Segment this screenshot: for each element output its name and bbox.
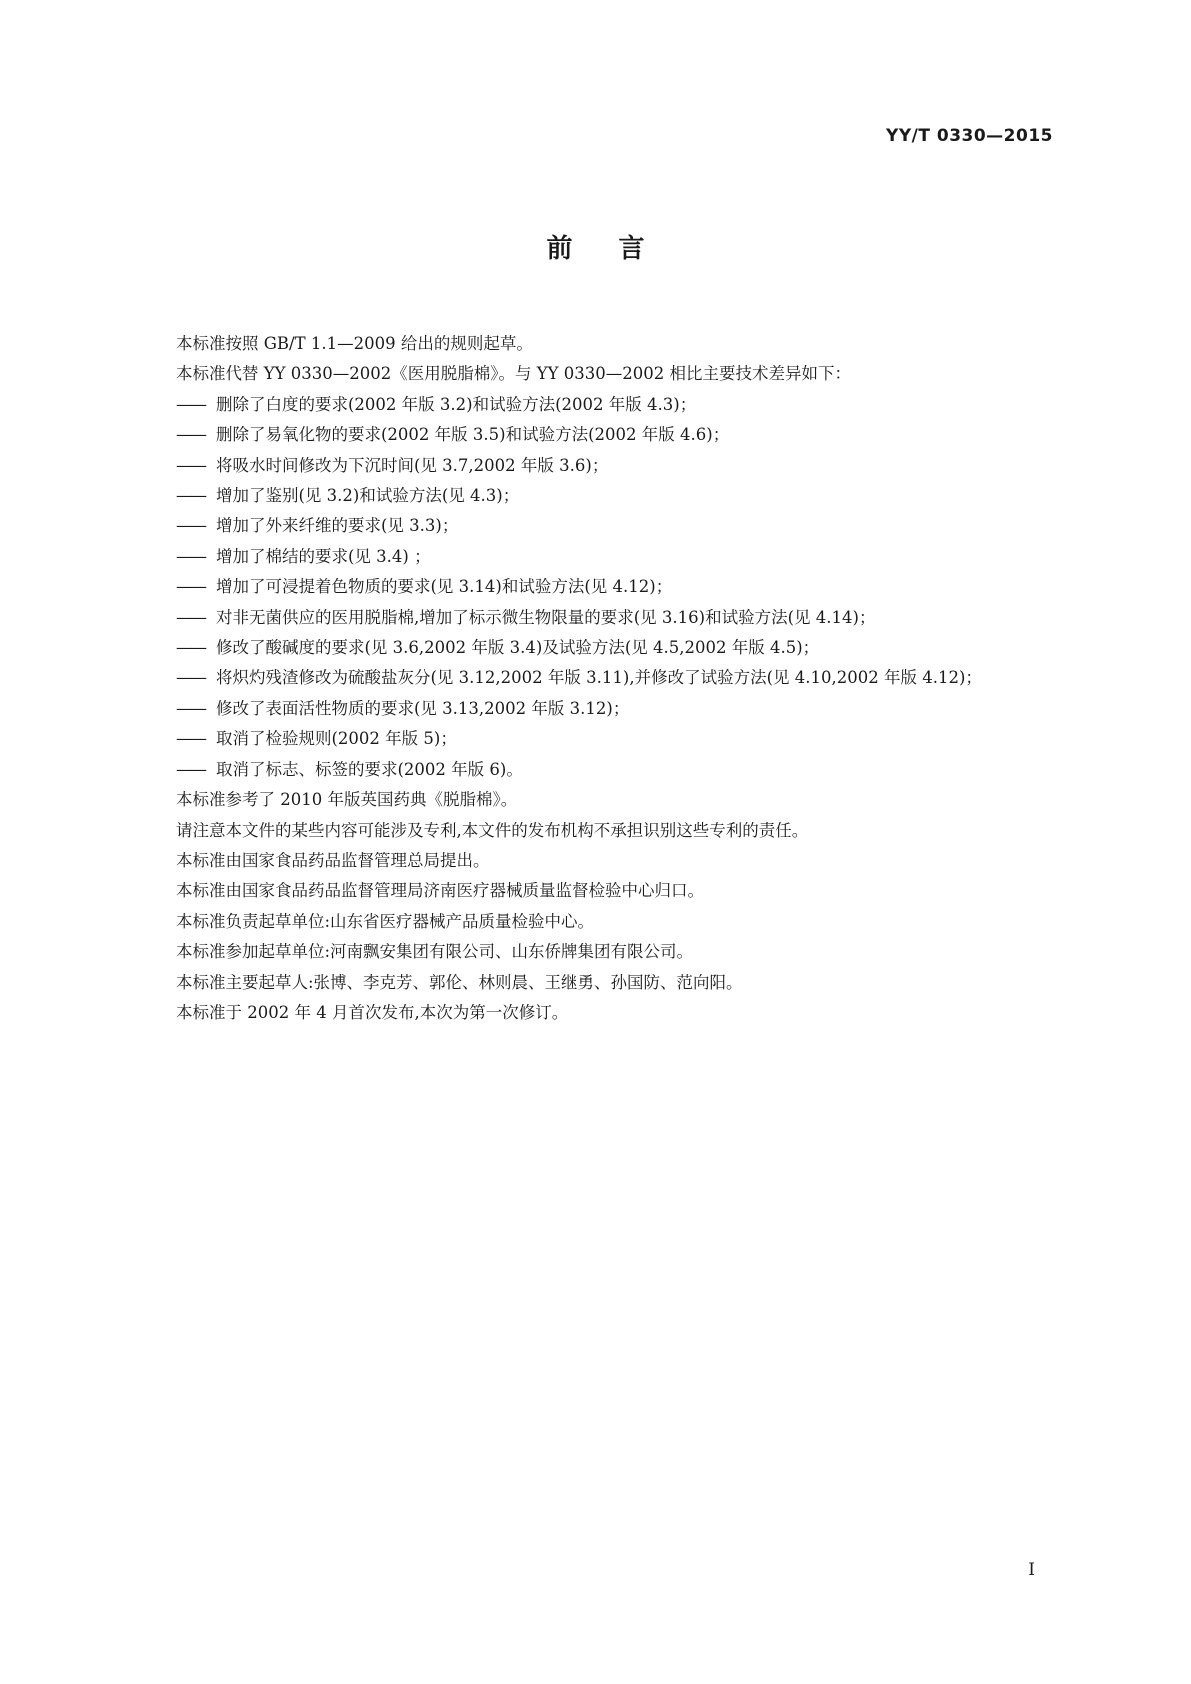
change-item: —— 修改了表面活性物质的要求(见 3.13,2002 年版 3.12)； <box>176 694 1056 724</box>
standard-code: YY/T 0330—2015 <box>886 126 1053 146</box>
change-item: —— 增加了外来纤维的要求(见 3.3)； <box>176 511 1056 541</box>
dash-marker: —— <box>176 546 205 566</box>
change-item: —— 增加了可浸提着色物质的要求(见 3.14)和试验方法(见 4.12)； <box>176 572 1056 602</box>
dash-marker: —— <box>176 425 205 445</box>
dash-marker: —— <box>176 516 205 536</box>
change-item: —— 将吸水时间修改为下沉时间(见 3.7,2002 年版 3.6)； <box>176 451 1056 481</box>
change-item: —— 增加了鉴别(见 3.2)和试验方法(见 4.3)； <box>176 481 1056 511</box>
change-item: —— 取消了检验规则(2002 年版 5)； <box>176 724 1056 754</box>
dash-marker: —— <box>176 638 205 658</box>
paragraph: 本标准主要起草人:张博、李克芳、郭伦、林则晨、王继勇、孙国防、范向阳。 <box>176 972 743 992</box>
foreword-body <box>176 329 1056 1028</box>
paragraph: 本标准由国家食品药品监督管理总局提出。 <box>176 850 490 870</box>
dash-marker: —— <box>176 455 205 475</box>
page-title: 前言 <box>546 234 691 264</box>
paragraph: 本标准由国家食品药品监督管理局济南医疗器械质量监督检验中心归口。 <box>176 881 704 901</box>
dash-marker: —— <box>176 607 205 627</box>
page-number: I <box>1028 1560 1035 1580</box>
paragraph: 请注意本文件的某些内容可能涉及专利,本文件的发布机构不承担识别这些专利的责任。 <box>176 820 809 840</box>
paragraph: 本标准参考了 2010 年版英国药典《脱脂棉》。 <box>176 790 518 810</box>
change-item: —— 取消了标志、标签的要求(2002 年版 6)。 <box>176 755 1056 785</box>
dash-marker: —— <box>176 759 205 779</box>
change-item: —— 增加了棉结的要求(见 3.4) ； <box>176 542 1056 572</box>
change-item: —— 删除了白度的要求(2002 年版 3.2)和试验方法(2002 年版 4.3)； <box>176 390 1056 420</box>
paragraph: 本标准于 2002 年 4 月首次发布,本次为第一次修订。 <box>176 1002 569 1022</box>
change-item: —— 修改了酸碱度的要求(见 3.6,2002 年版 3.4)及试验方法(见 4.5,2002 年版 4.5)； <box>176 633 1056 663</box>
change-item: —— 删除了易氧化物的要求(2002 年版 3.5)和试验方法(2002 年版 4.6)； <box>176 420 1056 450</box>
paragraph: 本标准参加起草单位:河南飘安集团有限公司、山东侨牌集团有限公司。 <box>176 942 694 962</box>
paragraph: 本标准按照 GB/T 1.1—2009 给出的规则起草。 <box>176 334 533 353</box>
dash-marker: —— <box>176 577 205 597</box>
paragraph: 本标准负责起草单位:山东省医疗器械产品质量检验中心。 <box>176 911 595 931</box>
dash-marker: —— <box>176 486 205 506</box>
change-item: —— 对非无菌供应的医用脱脂棉,增加了标示微生物限量的要求(见 3.16)和试验方法(见 4.14)； <box>176 603 1056 633</box>
dash-marker: —— <box>176 729 205 749</box>
change-item: —— 将炽灼残渣修改为硫酸盐灰分(见 3.12,2002 年版 3.11),并修改了试验方法(见 4.10,2002 年版 4.12)； <box>176 663 1056 693</box>
paragraph: 本标准代替 YY 0330—2002《医用脱脂棉》。与 YY 0330—2002 相比主要技术差异如下： <box>176 364 852 384</box>
dash-marker: —— <box>176 394 205 414</box>
dash-marker: —— <box>176 698 205 718</box>
dash-marker: —— <box>176 668 205 688</box>
